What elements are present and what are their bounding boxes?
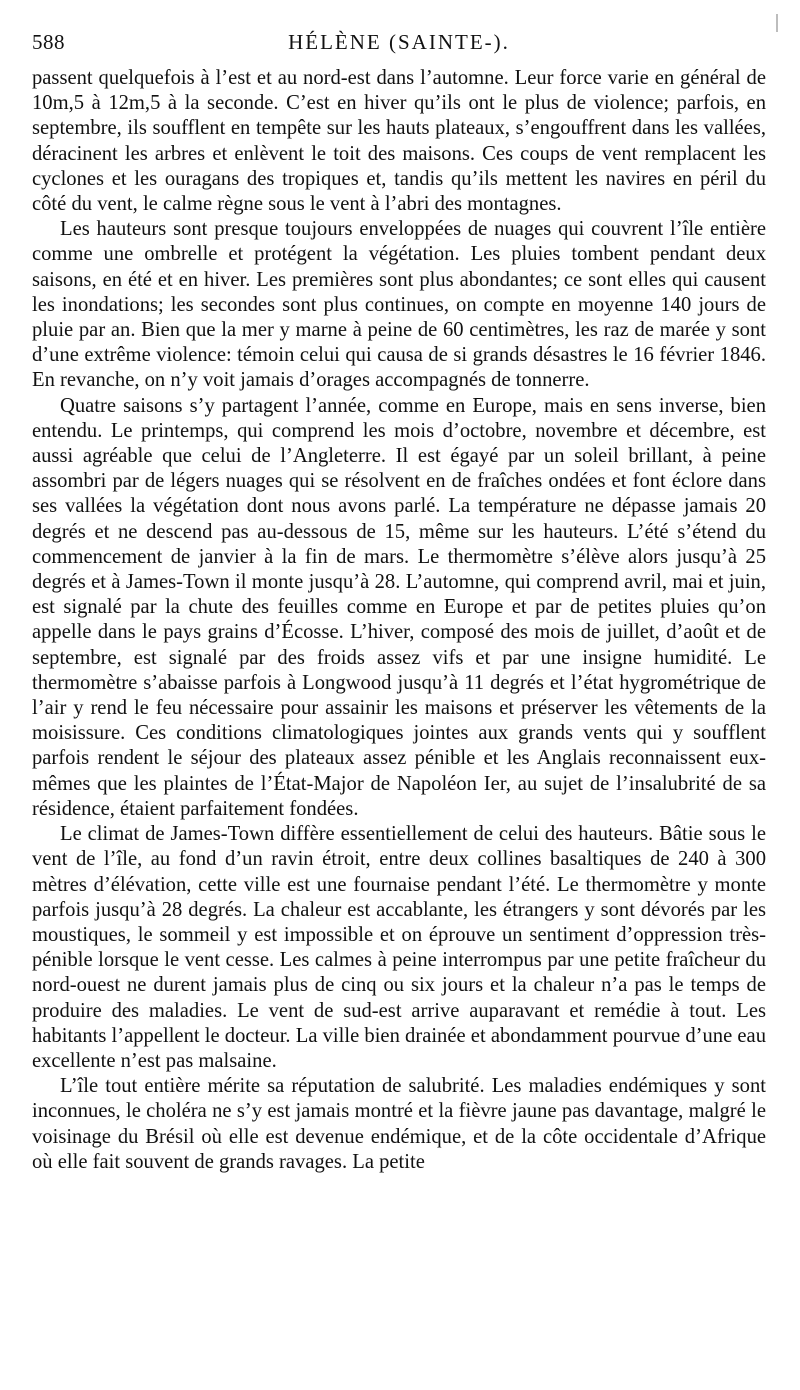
paragraph-salubrity: L’île tout entière mérite sa réputation de salubrité. Les maladies endémiques y sont inconnues, le choléra ne s’y est jamais montré et la fièvre jaune pas davantage, malgré le voisinage du Brésil où elle est devenue endémique, et de la côte occidentale d’Afrique où elle fait souvent de grands ravages. La petite xyxy=(32,1075,766,1173)
paragraph-rains: Les hauteurs sont presque toujours enveloppées de nuages qui couvrent l’île entière comme une ombrelle et protégent la végétation. Les pluies tombent pendant deux saisons, en été et en hiver. Les premières sont plus abondantes; ce sont elles qui causent les inondations; les secondes sont plus continues, on compte en moyenne 140 jours de pluie par an. Bien que la mer y marne à peine de 60 centimètres, les raz de marée y sont d’une extrême violence: témoin celui qui causa de si grands désastres le 16 février 1846. En revanche, on n’y voit jamais d’orages accompagnés de tonnerre. xyxy=(32,218,766,392)
running-title: HÉLÈNE (SAINTE-). xyxy=(288,30,510,54)
body-text xyxy=(32,66,766,1175)
paragraph-seasons: Quatre saisons s’y partagent l’année, comme en Europe, mais en sens inverse, bien entendu. Le printemps, qui comprend les mois d’octobre, novembre et décembre, est aussi agréable que celui de l’Angleterre. Il est égayé par un soleil brillant, à peine assombri par de légers nuages qui se résolvent en de fraîches ondées et font éclore dans ses vallées la végétation dont nous avons parlé. La température ne dépasse jamais 20 degrés et ne descend pas au-dessous de 15, même sur les hauteurs. L’été s’étend du commencement de janvier à la fin de mars. Le thermomètre s’élève alors jusqu’à 25 degrés et à James-Town il monte jusqu’à 28. L’automne, qui comprend avril, mai et juin, est signalé par la chute des feuilles comme en Europe et par de petites pluies qu’on appelle dans le pays grains d’Écosse. L’hiver, composé des mois de juillet, d’août et de septembre, est signalé par des froids assez vifs et par une insigne humidité. Le thermomètre s’abaisse parfois à Longwood jusqu’à 11 degrés et l’état hygrométrique de l’air y rend le feu nécessaire pour assainir les maisons et préserver les vêtements de la moisissure. Ces conditions climatologiques jointes aux grands vents qui y soufflent parfois rendent le séjour des plateaux assez pénible et les Anglais reconnaissent eux-mêmes que les plaintes de l’État-Major de Napoléon Ier, au sujet de l’insalubrité de sa résidence, étaient parfaitement fondées. xyxy=(32,394,766,820)
running-header xyxy=(32,30,766,64)
document-page xyxy=(32,0,766,1390)
paragraph-winds: passent quelquefois à l’est et au nord-est dans l’automne. Leur force varie en général de 10m,5 à 12m,5 à la seconde. C’est en hiver qu’ils ont le plus de violence; parfois, en septembre, ils soufflent en tempête sur les hauts plateaux, s’engouffrent dans les vallées, déracinent les arbres et enlèvent le toit des maisons. Ces coups de vent remplacent les cyclones et les ouragans des tropiques et, tandis qu’ils mettent les navires en péril du côté du vent, le calme règne sous le vent à l’abri des montagnes. xyxy=(32,67,766,216)
paragraph-james-town-climate: Le climat de James-Town diffère essentiellement de celui des hauteurs. Bâtie sous le vent de l’île, au fond d’un ravin étroit, entre deux collines basaltiques de 240 à 300 mètres d’élévation, cette ville est une fournaise pendant l’été. Le thermomètre y monte parfois jusqu’à 28 degrés. La chaleur est accablante, les étrangers y sont dévorés par les moustiques, le sommeil y est impossible et on éprouve un sentiment d’oppression très-pénible lorsque le vent cesse. Les calmes à peine interrompus par une petite fraîcheur du nord-ouest ne durent jamais plus de cinq ou six jours et la chaleur n’a pas le temps de produire des maladies. Le vent de sud-est arrive auparavant et remédie à tout. Les habitants l’appellent le docteur. La ville bien drainée et abondamment pourvue d’une eau excellente n’est pas malsaine. xyxy=(32,823,766,1072)
page-number: 588 xyxy=(32,30,65,54)
page-edge-mark xyxy=(776,14,778,32)
